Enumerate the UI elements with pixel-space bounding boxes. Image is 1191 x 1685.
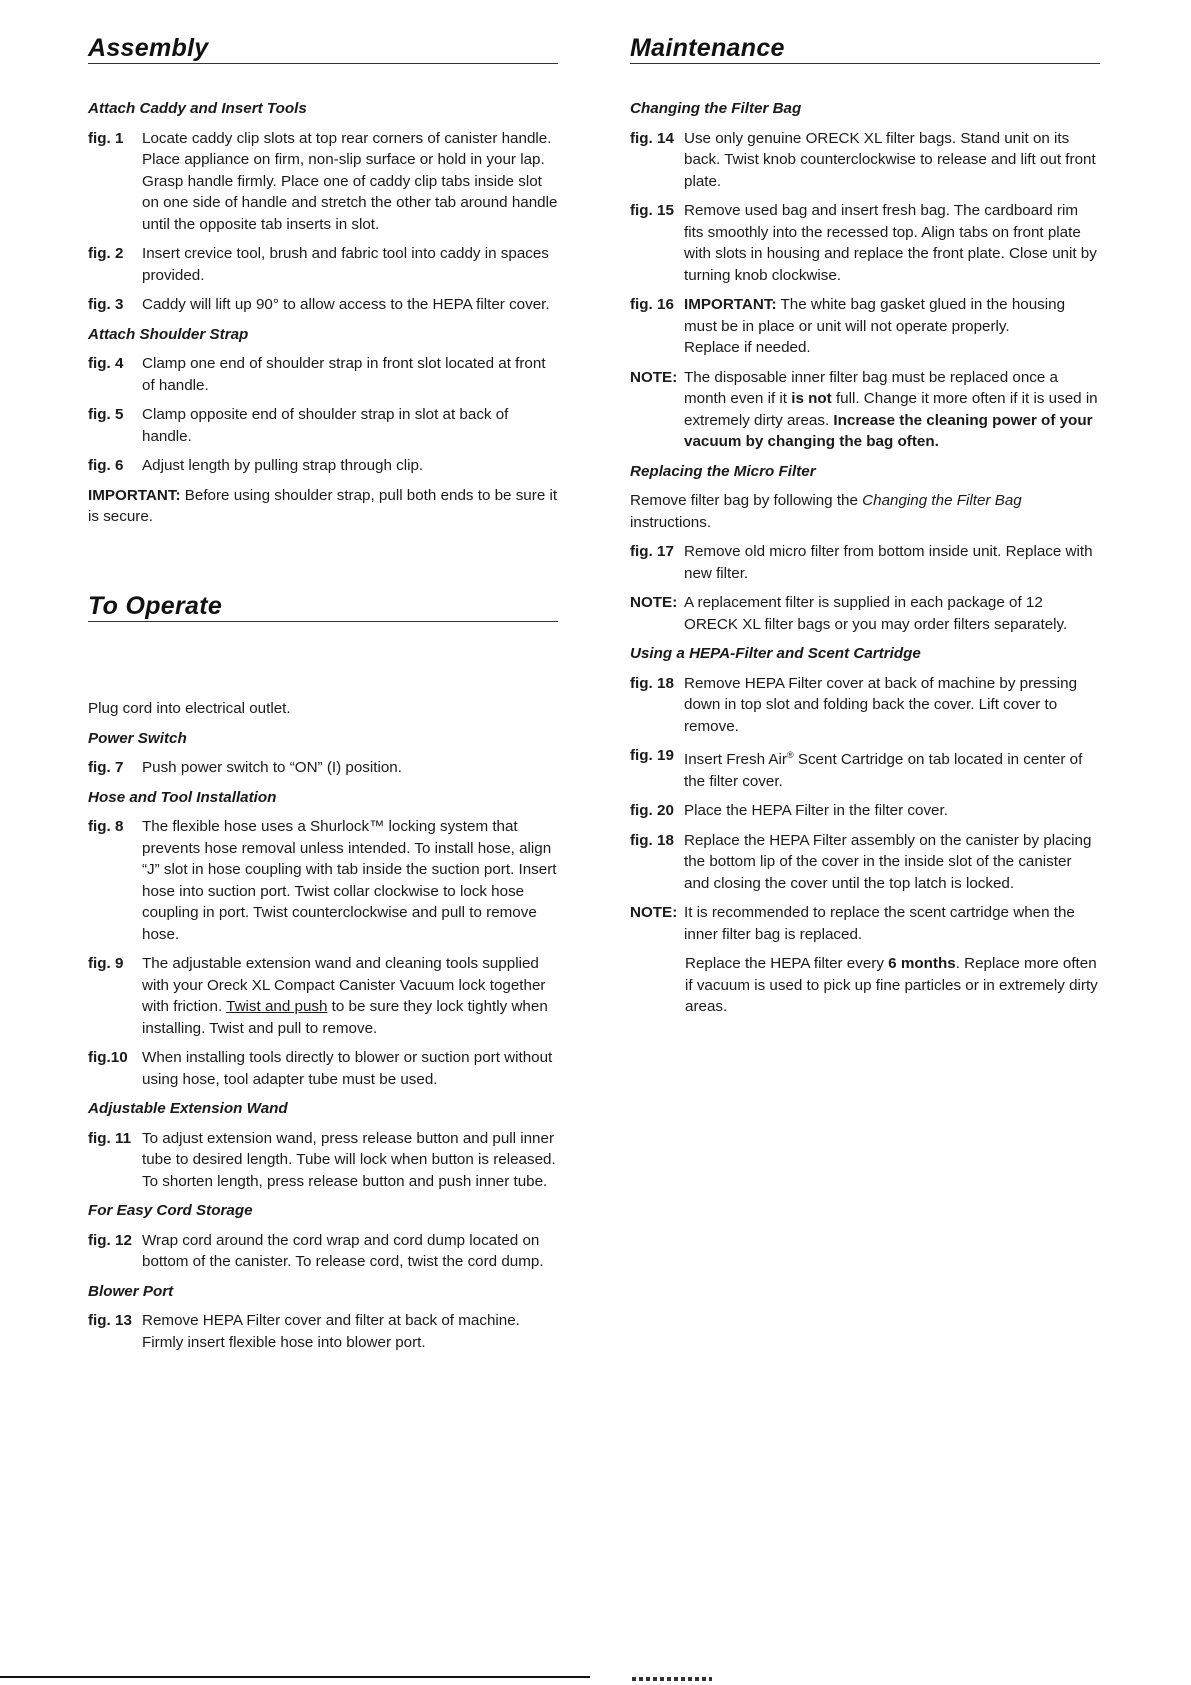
micro-intro-pre: Remove filter bag by following the [630,492,863,509]
micro-intro-post: instructions. [630,513,712,531]
fig5-step [88,404,558,447]
note3 [630,902,1100,945]
caddy-subheading: Attach Caddy and Insert Tools [88,100,307,117]
important-text: Before using shoulder strap, pull both ends to be sure it is secure. [88,486,558,525]
important-note [88,485,558,528]
note1-text-bold2: Increase the cleaning power of your vacuum by changing the bag often. [684,411,1093,450]
fig2-step [88,243,558,286]
fig10-label: fig.10 [88,1049,128,1066]
operate-body [88,698,558,1361]
fig17-text: Remove old micro filter from bottom inside unit. Replace with new filter. [684,543,1093,582]
fig11-text: To adjust extension wand, press release button and pull inner tube to desired length. Tube will lock when button is released. To shorten length, press release button and push inner tube. [142,1129,556,1190]
fig17-step [630,541,1100,584]
note1-text-mid: full. Change it more often if it is used in extremely dirty areas. [684,390,1098,429]
fig3-text: Caddy will lift up 90° to allow access to the HEPA filter cover. [142,296,550,313]
note2-label: NOTE: [630,594,678,611]
operate-intro: Plug cord into electrical outlet. [88,700,291,717]
fig17-label: fig. 17 [630,543,674,560]
maintenance-title: Maintenance [630,34,785,62]
cord-subheading: For Easy Cord Storage [88,1202,253,1219]
fig19-text-post: Scent Cartridge on tab located in center of the filter cover. [684,751,1083,790]
replace-text-post: . Replace more often if vacuum is used to pick up fine particles or in extremely dirty areas. [685,955,1098,1016]
fig18b-label: fig. 18 [630,831,674,849]
fig4-step [88,353,558,396]
assembly-body [88,98,558,536]
bag-subheading: Changing the Filter Bag [630,100,802,117]
operate-header [88,592,558,622]
fig5-label: fig. 5 [88,406,124,423]
fig6-step [88,455,558,477]
fig19-text [684,745,1100,792]
fig8-step [88,816,558,945]
fig13-label: fig. 13 [88,1312,132,1329]
fig9-text [142,953,558,1039]
note1-text-bold1: is not [791,390,832,407]
fig13-step [88,1310,558,1353]
fig13-text: Remove HEPA Filter cover and filter at back of machine. Firmly insert flexible hose into blower port. [142,1312,520,1351]
fig20-label: fig. 20 [630,802,674,820]
micro-subheading: Replacing the Micro Filter [630,462,816,480]
note1 [630,367,1100,453]
fig1-text: Locate caddy clip slots at top rear corners of canister handle. Place appliance on firm, non-slip surface or hold in your lap. Grasp handle firmly. Place one of caddy clip tabs inside slot on one side of handle and stretch the other tab around handle until the opposite tab inserts in slot. [142,129,558,233]
fig7-step [88,757,558,779]
fig16-label: fig. 16 [630,296,674,313]
fig2-label: fig. 2 [88,245,124,262]
maintenance-header [630,34,1100,64]
fig9-text-pre: The adjustable extension wand and cleaning tools supplied with your Oreck XL Compact Canister Vacuum lock together with friction. [142,955,546,1015]
fig7-label: fig. 7 [88,759,124,776]
note1-label: NOTE: [630,368,678,386]
fig7-text: Push power switch to “ON” (I) position. [142,759,402,776]
fig18a-label: fig. 18 [630,674,674,692]
note2 [630,592,1100,635]
assembly-title: Assembly [88,34,209,62]
fig4-text: Clamp one end of shoulder strap in front slot located at front of handle. [142,355,546,394]
hepa-replace-note [685,953,1100,1018]
fig12-text: Wrap cord around the cord wrap and cord dump located on bottom of the canister. To release cord, twist the cord dump. [142,1231,544,1270]
fig10-step [88,1047,558,1090]
fig11-label: fig. 11 [88,1129,132,1147]
blower-subheading: Blower Port [88,1282,174,1300]
fig6-text: Adjust length by pulling strap through clip. [142,457,424,474]
fig14-label: fig. 14 [630,129,674,147]
fig1-step [88,128,558,236]
fig16-step [630,294,1100,359]
replace-text-bold: 6 months [888,955,956,973]
fig19-label: fig. 19 [630,747,674,764]
fig16-text [684,294,1100,359]
assembly-header [88,34,558,64]
fig9-text-underlined: Twist and push [226,998,328,1015]
fig20-step [630,800,1100,822]
note3-label: NOTE: [630,904,678,922]
fig18b-step [630,830,1100,895]
note1-text-pre: The disposable inner filter bag must be replaced once a month even if it [684,368,1059,407]
fig16-text-body: The white bag gasket glued in the housing must be in place or unit will not operate properly. [684,296,1066,335]
note1-text [684,367,1100,453]
fig8-text: The flexible hose uses a Shurlock™ locking system that prevents hose removal unless intended. To install hose, align “J” slot in hose coupling with tab inside the suction port. Insert hose into suction port. Twist collar clockwise to lock hose coupling in port. Twist counterclockwise and pull to remove hose. [142,818,557,943]
fig1-label: fig. 1 [88,129,124,147]
bottom-page-mark [632,1677,712,1681]
fig4-label: fig. 4 [88,355,124,372]
fig10-text: When installing tools directly to blower or suction port without using hose, tool adapter tube must be used. [142,1049,553,1088]
fig12-label: fig. 12 [88,1231,132,1249]
fig5-text: Clamp opposite end of shoulder strap in slot at back of handle. [142,406,509,445]
hose-subheading: Hose and Tool Installation [88,788,277,806]
fig9-step [88,953,558,1039]
fig16-text-tail: Replace if needed. [684,339,811,356]
bottom-divider [0,1676,590,1678]
fig15-text: Remove used bag and insert fresh bag. The cardboard rim fits smoothly into the recessed top. Align tabs on front plate with slots in housing and replace the front plate. Close unit by turning knob clockwise. [684,202,1097,284]
power-subheading: Power Switch [88,729,187,747]
fig18b-text: Replace the HEPA Filter assembly on the canister by placing the bottom lip of the cover in the inside slot of the canister and closing the cover until the top latch is locked. [684,831,1092,892]
fig15-step [630,200,1100,286]
fig6-label: fig. 6 [88,457,124,474]
note3-text: It is recommended to replace the scent cartridge when the inner filter bag is replaced. [684,904,1075,943]
fig11-step [88,1128,558,1193]
fig12-step [88,1230,558,1273]
fig14-step [630,128,1100,193]
wand-subheading: Adjustable Extension Wand [88,1100,288,1117]
important-label: IMPORTANT: [88,486,181,504]
registered-mark: ® [786,750,794,760]
fig3-label: fig. 3 [88,296,124,313]
fig16-important-label: IMPORTANT: [684,296,777,313]
note2-text: A replacement filter is supplied in each package of 12 ORECK XL filter bags or you may order filters separately. [684,594,1068,633]
fig2-text: Insert crevice tool, brush and fabric tool into caddy in spaces provided. [142,245,549,284]
fig20-text: Place the HEPA Filter in the filter cover. [684,802,948,820]
strap-subheading: Attach Shoulder Strap [88,325,249,343]
fig3-step [88,294,558,316]
fig19-text-pre: Insert Fresh Air [684,751,787,769]
fig15-label: fig. 15 [630,202,674,219]
maintenance-body [630,98,1100,1026]
micro-intro-italic: Changing the Filter Bag [862,492,1022,509]
fig18a-text: Remove HEPA Filter cover at back of machine by pressing down in top slot and folding back the cover. Lift cover to remove. [684,674,1078,735]
micro-intro [630,490,1100,533]
fig19-step [630,745,1100,792]
fig9-label: fig. 9 [88,955,124,972]
fig14-text: Use only genuine ORECK XL filter bags. Stand unit on its back. Twist knob counterclockwise to release and lift out front plate. [684,129,1096,190]
fig9-text-post: to be sure they lock tightly when installing. Twist and pull to remove. [142,998,548,1037]
operate-title: To Operate [88,592,223,620]
hepa-subheading: Using a HEPA-Filter and Scent Cartridge [630,645,921,662]
replace-text-pre: Replace the HEPA filter every [685,955,889,973]
fig18a-step [630,673,1100,738]
fig8-label: fig. 8 [88,818,124,835]
